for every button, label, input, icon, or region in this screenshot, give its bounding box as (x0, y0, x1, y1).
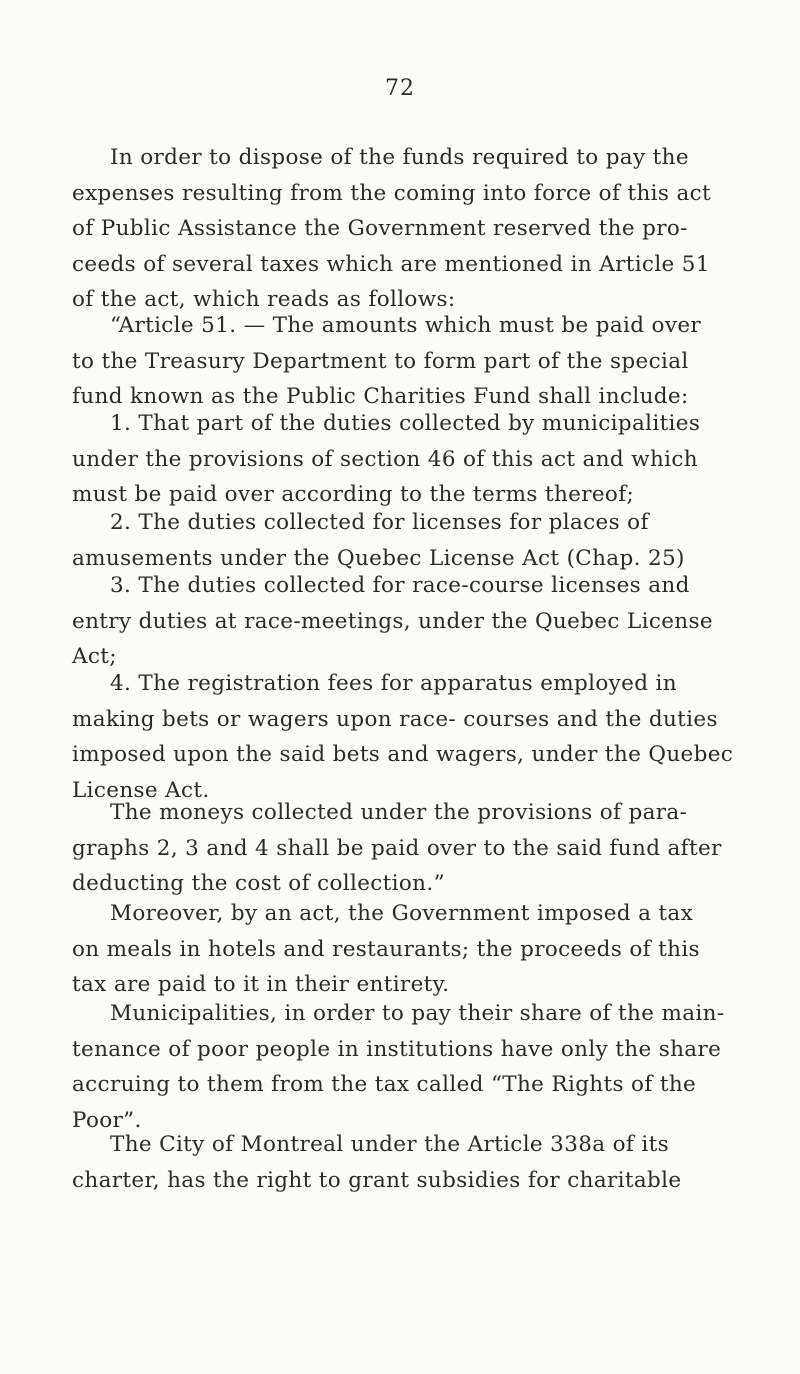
text-line: must be paid over according to the terms thereof; (72, 482, 635, 507)
paragraph-montreal (72, 1127, 800, 1198)
text-line: ceeds of several taxes which are mentioned in Article 51 (72, 251, 710, 277)
text-line: of the act, which reads as follows: (72, 287, 456, 312)
paragraph-meals-tax (72, 896, 800, 1003)
text-line: on meals in hotels and restaurants; the proceeds of this (72, 936, 700, 962)
text-line: Moreover, by an act, the Government imposed a tax (110, 901, 694, 926)
text-line: imposed upon the said bets and wagers, under the Quebec (72, 742, 734, 767)
paragraph-funds-intro (72, 140, 800, 318)
text-line: charter, has the right to grant subsidies for charitable (72, 1167, 682, 1193)
text-line: deducting the cost of collection.” (72, 871, 445, 896)
text-line: expenses resulting from the coming into force of this act (72, 180, 711, 206)
text-line: entry duties at race-meetings, under the Quebec License (72, 608, 713, 634)
text-line: 3. The duties collected for race-course licenses and (110, 573, 690, 598)
text-line: “Article 51. — The amounts which must be paid over (110, 313, 702, 338)
list-item-1 (72, 406, 800, 513)
text-line: graphs 2, 3 and 4 shall be paid over to the said fund after (72, 835, 722, 861)
text-line: License Act. (72, 777, 210, 803)
text-line: of Public Assistance the Government reserved the pro- (72, 216, 688, 241)
text-line: 1. That part of the duties collected by municipalities (110, 411, 701, 436)
text-line: 4. The registration fees for apparatus employed in (110, 671, 677, 696)
list-item-4 (72, 666, 800, 808)
text-line: fund known as the Public Charities Fund shall include: (72, 384, 689, 409)
page-number: 72 (385, 76, 415, 101)
paragraph-article-51 (72, 308, 800, 415)
text-line: making bets or wagers upon race- courses and the duties (72, 706, 718, 732)
text-line: accruing to them from the tax called “The Rights of the (72, 1072, 697, 1097)
text-line: The moneys collected under the provisions of para- (110, 800, 688, 825)
text-line: Act; (72, 644, 117, 669)
text-line: to the Treasury Department to form part of the special (72, 348, 689, 374)
text-line: Municipalities, in order to pay their share of the main- (110, 1001, 725, 1026)
text-line: tax are paid to it in their entirety. (72, 972, 450, 997)
text-line: under the provisions of section 46 of this act and which (72, 446, 698, 472)
list-item-3 (72, 568, 800, 675)
text-line: Poor”. (72, 1107, 142, 1133)
list-item-2 (72, 505, 800, 576)
text-line: tenance of poor people in institutions have only the share (72, 1036, 722, 1062)
text-line: In order to dispose of the funds required to pay the (110, 145, 689, 170)
paragraph-moneys-collected (72, 795, 800, 902)
text-line: The City of Montreal under the Article 338a of its (110, 1132, 670, 1157)
text-line: 2. The duties collected for licenses for places of (110, 510, 649, 535)
paragraph-municipalities (72, 996, 800, 1138)
text-line: amusements under the Quebec License Act (Chap. 25) (72, 545, 685, 571)
